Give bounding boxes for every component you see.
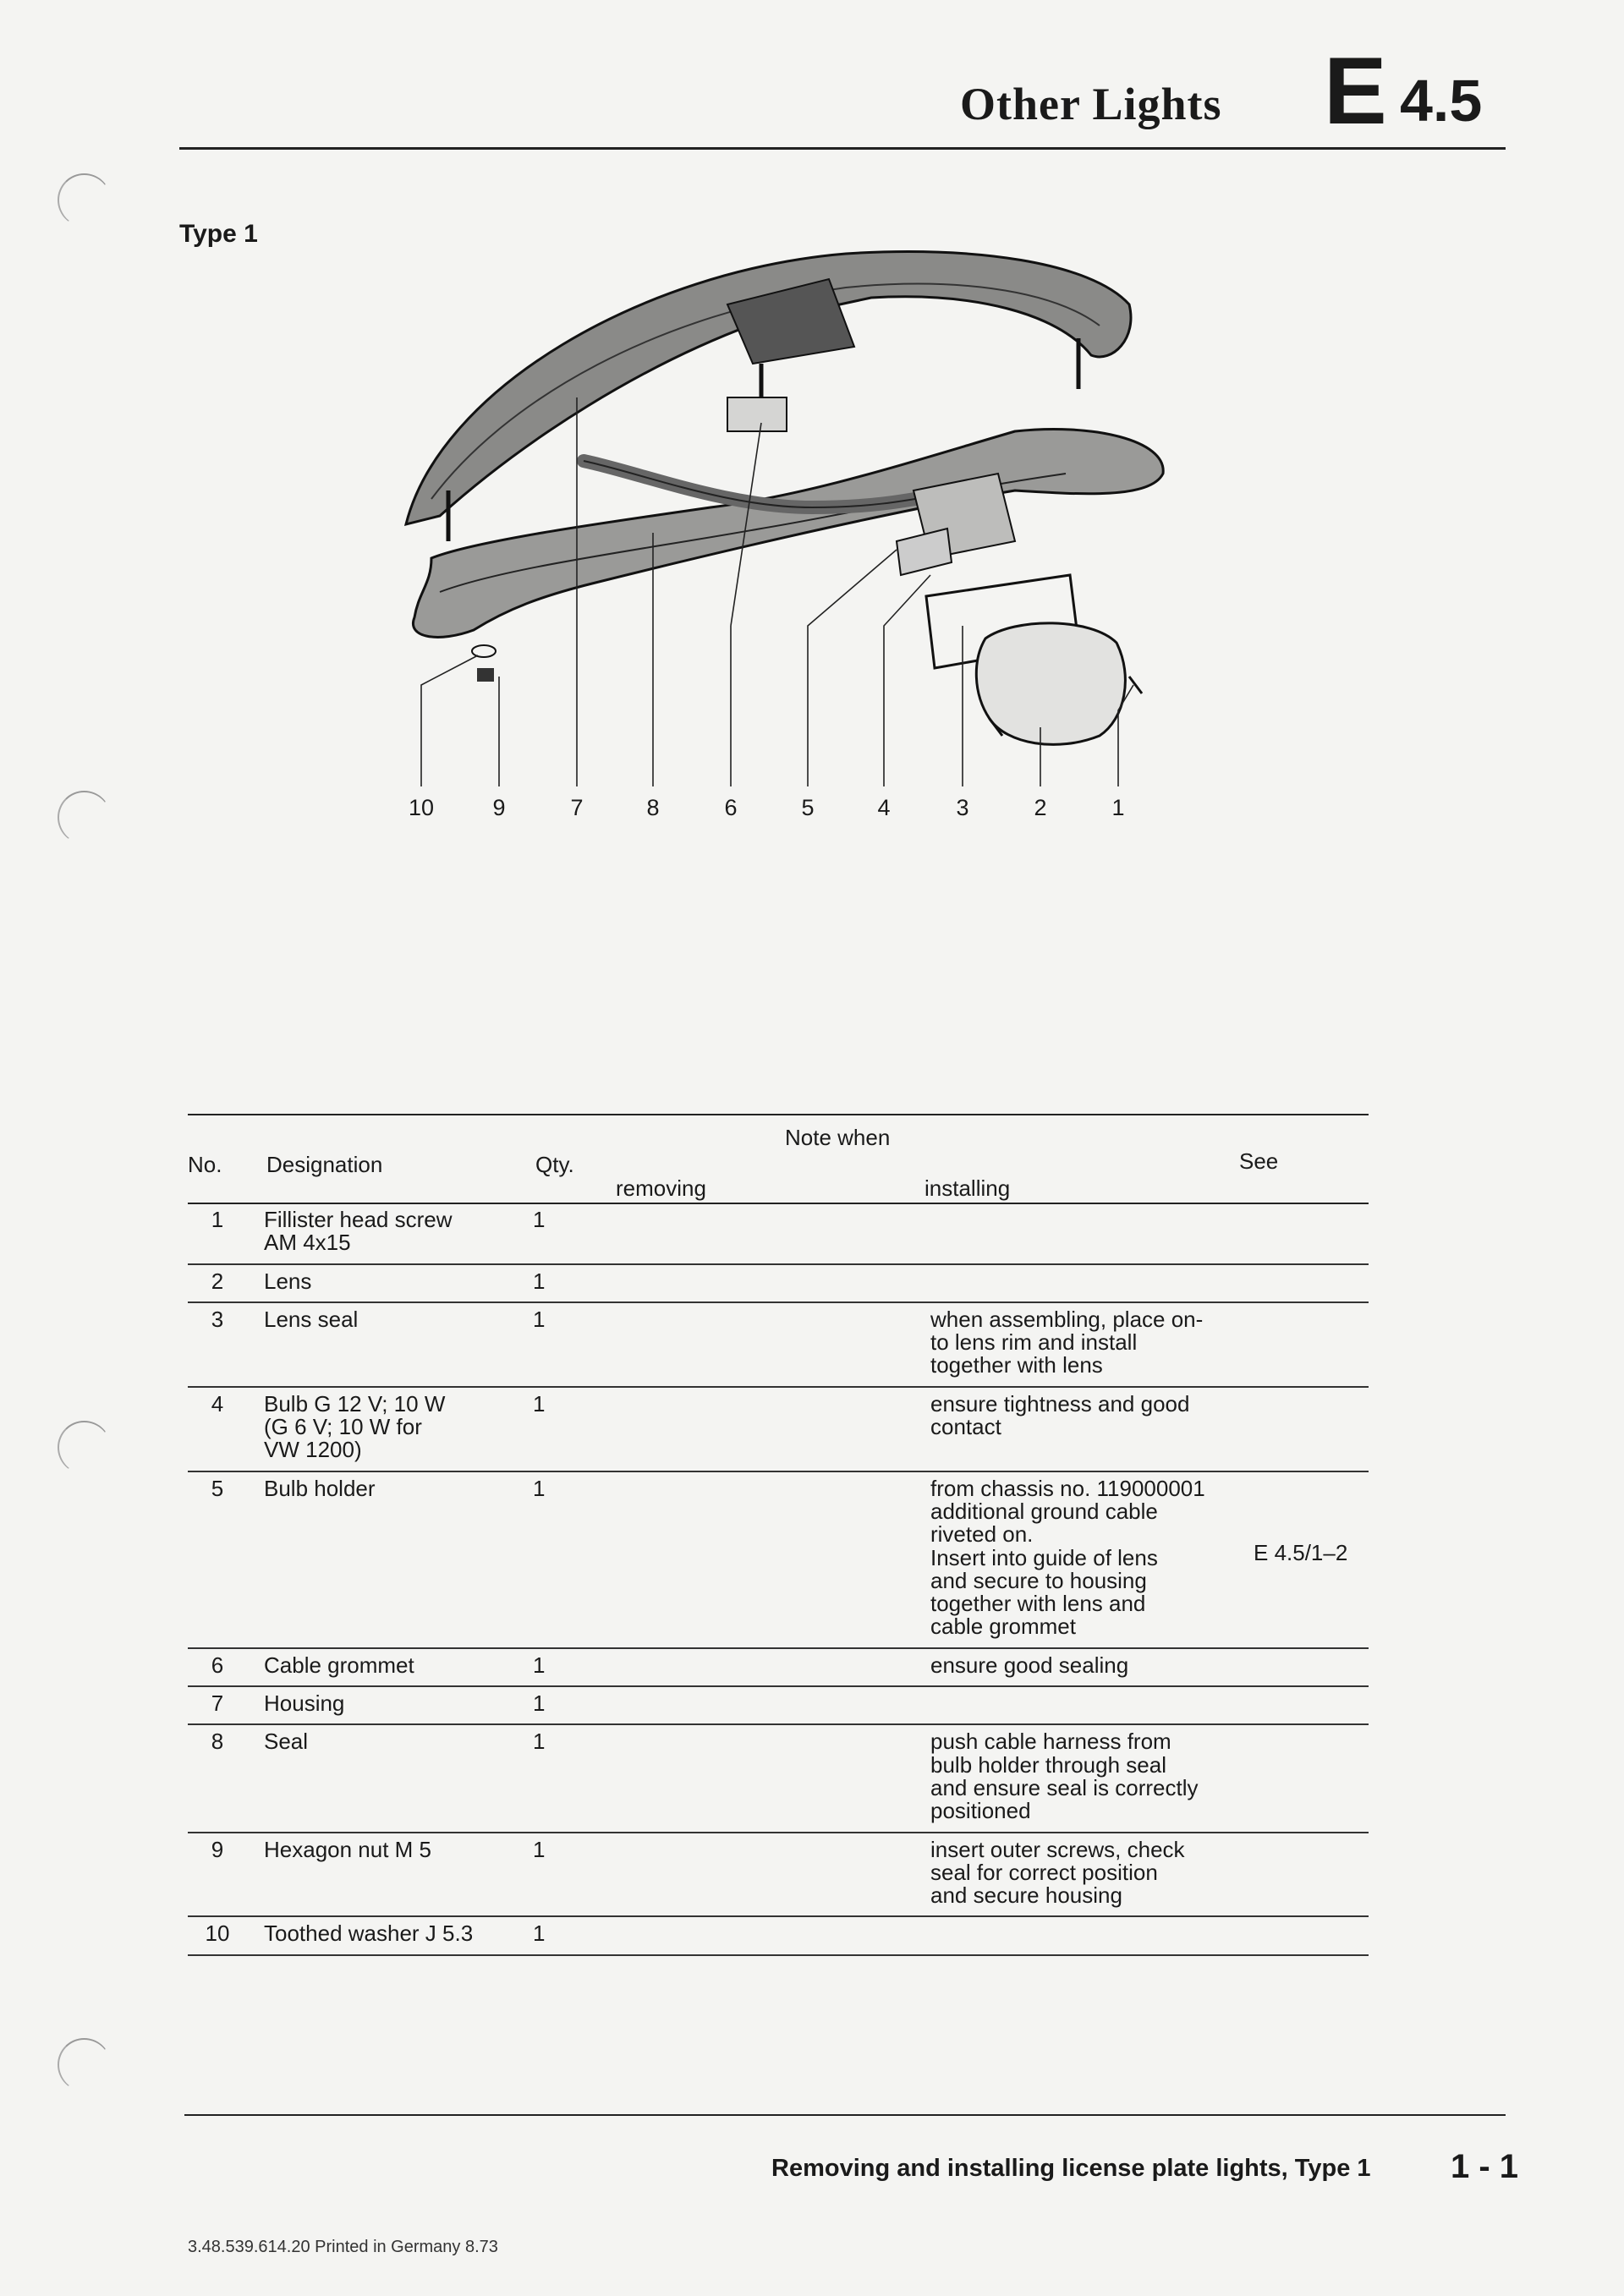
installing-note: insert outer screws, check seal for correct position and secure housing [930,1833,1237,1917]
row-number: 4 [188,1387,247,1471]
quantity-value: 1 [533,1306,546,1332]
page-title: Other Lights [960,79,1222,129]
table-row [188,1686,1369,1724]
quantity [533,1264,930,1302]
table-row [188,1833,1369,1917]
table-row [188,1264,1369,1302]
designation: Bulb holder [247,1471,533,1648]
designation: Hexagon nut M 5 [247,1833,533,1917]
quantity-value: 1 [533,1652,546,1678]
quantity [533,1302,930,1387]
see-reference [1237,1302,1369,1387]
table-row [188,1302,1369,1387]
section-letter: E [1324,38,1387,144]
designation: Seal [247,1724,533,1832]
installing-note: when assembling, place on- to lens rim and install together with lens [930,1302,1237,1387]
quantity-value: 1 [533,1268,546,1294]
binder-hole [58,2038,111,2091]
callout-label: 6 [724,795,738,820]
designation: Cable grommet [247,1648,533,1686]
callout-label: 1 [1111,795,1125,820]
row-number: 5 [188,1471,247,1648]
see-reference [1237,1833,1369,1917]
row-number: 2 [188,1264,247,1302]
section-number: 4.5 [1400,68,1483,134]
row-number: 6 [188,1648,247,1686]
quantity [533,1387,930,1471]
installing-note: ensure tightness and good contact [930,1387,1237,1471]
quantity-value: 1 [533,1836,546,1862]
table-top-rule [188,1114,1369,1115]
callout-label: 7 [570,795,584,820]
row-number: 8 [188,1724,247,1832]
callout-label: 9 [492,795,506,820]
row-number: 1 [188,1203,247,1264]
row-number: 9 [188,1833,247,1917]
quantity [533,1724,930,1832]
footer-rule [184,2114,1506,2116]
see-reference [1237,1724,1369,1832]
see-reference [1237,1916,1369,1954]
row-number: 7 [188,1686,247,1724]
header-see: See [1239,1148,1279,1174]
callout-label: 10 [408,795,435,820]
quantity [533,1686,930,1724]
installing-note [930,1264,1237,1302]
header-qty: Qty. [535,1152,574,1177]
callout-label: 3 [956,795,969,820]
quantity-value: 1 [533,1390,546,1417]
type-label: Type 1 [179,220,258,248]
installing-note [930,1916,1237,1954]
table-row [188,1916,1369,1954]
row-number: 3 [188,1302,247,1387]
quantity-value: 1 [533,1690,546,1717]
designation: Toothed washer J 5.3 [247,1916,533,1954]
installing-note: push cable harness from bulb holder through seal and ensure seal is correctly positioned [930,1724,1237,1832]
footer-title: Removing and installing license plate lights, Type 1 [771,2155,1371,2182]
installing-note: from chassis no. 119000001 additional ground cable riveted on. Insert into guide of lens and secure to housing together with lens and cable grommet [930,1471,1237,1648]
print-info: 3.48.539.614.20 Printed in Germany 8.73 [188,2238,498,2256]
designation: Housing [247,1686,533,1724]
quantity-value: 1 [533,1729,546,1755]
page-number: 1 - 1 [1451,2148,1519,2185]
designation: Lens seal [247,1302,533,1387]
header-no: No. [188,1152,222,1177]
see-reference [1237,1686,1369,1724]
table-row [188,1387,1369,1471]
parts-table [188,1203,1369,1956]
header-installing: installing [924,1175,1011,1201]
see-reference [1237,1387,1369,1471]
seal-drawing [413,429,1163,637]
table-row [188,1203,1369,1264]
row-number: 10 [188,1916,247,1954]
table-row [188,1648,1369,1686]
quantity-value: 1 [533,1921,546,1947]
quantity [533,1648,930,1686]
see-reference [1237,1264,1369,1302]
quantity-value: 1 [533,1207,546,1232]
exploded-view-diagram [0,0,1624,846]
table-row [188,1471,1369,1648]
installing-note [930,1203,1237,1264]
designation: Bulb G 12 V; 10 W (G 6 V; 10 W for VW 1200) [247,1387,533,1471]
header-note-when: Note when [785,1125,891,1150]
washer-nut-drawing [472,645,496,682]
quantity-value: 1 [533,1475,546,1501]
quantity [533,1833,930,1917]
table-row [188,1724,1369,1832]
quantity [533,1471,930,1648]
callout-label: 5 [801,795,815,820]
header-removing: removing [616,1175,706,1201]
quantity [533,1203,930,1264]
binder-hole [58,1421,111,1474]
callout-label: 4 [877,795,891,820]
callout-label: 8 [646,795,660,820]
see-reference [1237,1203,1369,1264]
installing-note: ensure good sealing [930,1648,1237,1686]
lens-drawing [926,575,1142,744]
installing-note [930,1686,1237,1724]
callout-label: 2 [1034,795,1047,820]
see-reference [1237,1648,1369,1686]
designation: Fillister head screw AM 4x15 [247,1203,533,1264]
header-designation: Designation [266,1152,383,1177]
designation: Lens [247,1264,533,1302]
quantity [533,1916,930,1954]
see-reference: E 4.5/1–2 [1237,1471,1369,1648]
